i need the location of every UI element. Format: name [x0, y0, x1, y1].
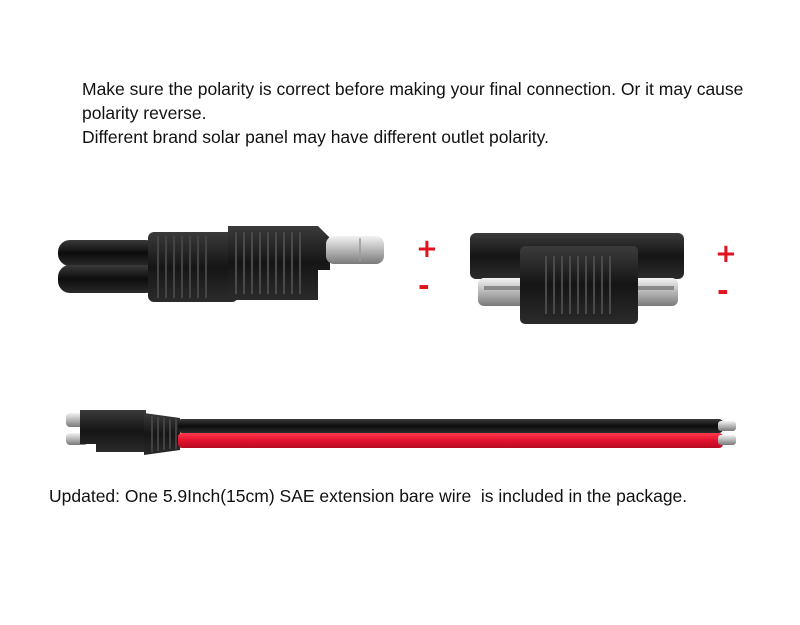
- male-positive-symbol: +: [416, 234, 438, 264]
- polarity-instructions: [82, 77, 782, 149]
- outlet-polarity-text: Different brand solar panel may have different outlet polarity.: [82, 127, 549, 147]
- female-negative-symbol: -: [717, 274, 729, 307]
- polarity-warning-text: Make sure the polarity is correct before making your final connection. Or it may cause polarity reverse.: [82, 79, 744, 123]
- female-positive-symbol: +: [715, 239, 737, 269]
- package-contents-caption: Updated: One 5.9Inch(15cm) SAE extension bare wire is included in the package.: [49, 486, 688, 506]
- male-negative-symbol: -: [418, 269, 430, 302]
